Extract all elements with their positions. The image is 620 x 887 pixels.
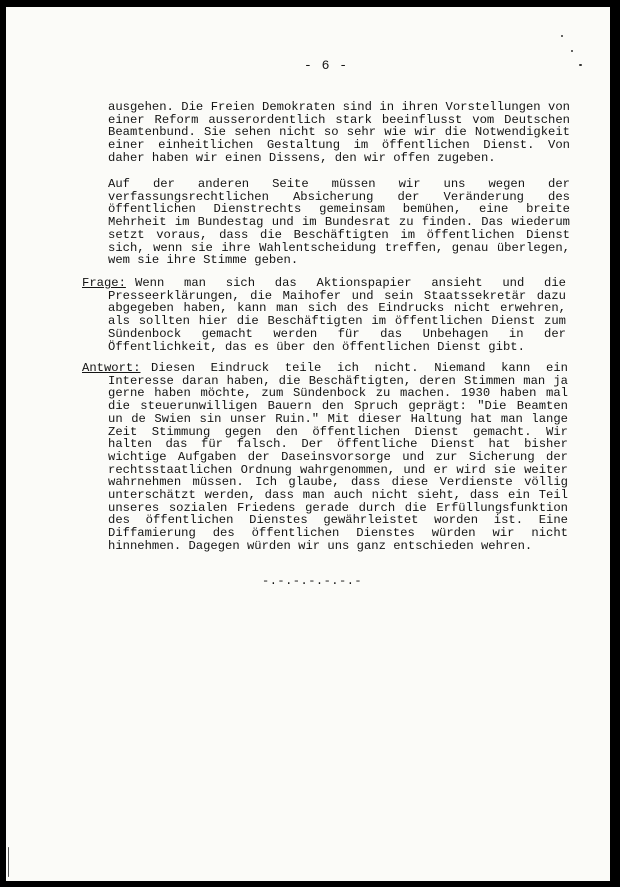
answer-label: Antwort: <box>82 361 141 375</box>
answer-text: Diesen Eindruck teile ich nicht. Niemand kann ein Interesse daran haben, die Beschäftigten, deren Stimmen man ja gerne haben möchte, zum Sündenbock zu machen. 1930 haben mal die steuerunwilligen Bauern den Spruch geprägt: "Die Beamten un de Swien sin unser Ruin." Mit dieser Haltung hat man lange Zeit Stimmung gegen den öffentlichen Dienst gemacht. Wir halten das für falsch. Der öffentliche Dienst hat bisher wichtige Aufgaben der Daseinsvorsorge und zur Sicherung der rechtsstaatlichen Ordnung wahrgenommen, und er wird sie weiter wahrnehmen müssen. Ich glaube, dass diese Verdienste völlig unterschätzt werden, dass man auch nicht sieht, dass ein Teil unseres sozialen Friedens gerade durch die Erfüllungsfunktion des öffentlichen Dienstes gewährleistet worden ist. Eine Diffamierung des öffentlichen Dienstes würden wir nicht hinnehmen. Dagegen würden wir uns ganz entschieden wehren. <box>108 361 568 553</box>
question-label: Frage: <box>82 276 126 290</box>
end-divider: -.-.-.-.-.-.- <box>262 574 363 588</box>
scan-edge-mark <box>8 847 9 877</box>
scan-speck <box>561 35 563 37</box>
question-text: Wenn man sich das Aktionspapier ansieht und die Presseerklärungen, die Maihofer und sein Staatssekretär dazu abgegeben haben, kann man sich des Eindrucks nicht erwehren, als sollten hier die Beschäftigten im öffentlichen Dienst zum Sündenbock gemacht werden für das Unbehagen in der Öffentlichkeit, das es über den öffentlichen Dienst gibt. <box>108 276 566 354</box>
document-page <box>6 7 610 881</box>
scan-speck <box>579 64 582 66</box>
paragraph-second: Auf der anderen Seite müssen wir uns wegen der verfassungsrechtlichen Absicherung der Veränderung des öffentlichen Dienstrechts gemeinsam bemühen, eine breite Mehrheit im Bundestag und im Bundesrat zu finden. Das wiederum setzt voraus, dass die Beschäftigten im öffentlichen Dienst sich, wenn sie ihre Wahlentscheidung treffen, genau überlegen, wem sie ihre Stimme geben. <box>108 177 570 268</box>
scan-speck <box>571 50 573 52</box>
paragraph-continuation: ausgehen. Die Freien Demokraten sind in ihren Vorstellungen von einer Reform ausserordentlich stark beeinflusst vom Deutschen Beamtenbund. Sie sehen nicht so sehr wie wir die Notwendigkeit einer einheitlichen Gestaltung im öffentlichen Dienst. Von daher haben wir einen Dissens, den wir offen zugeben. <box>108 100 570 165</box>
page-number: - 6 - <box>304 58 349 73</box>
